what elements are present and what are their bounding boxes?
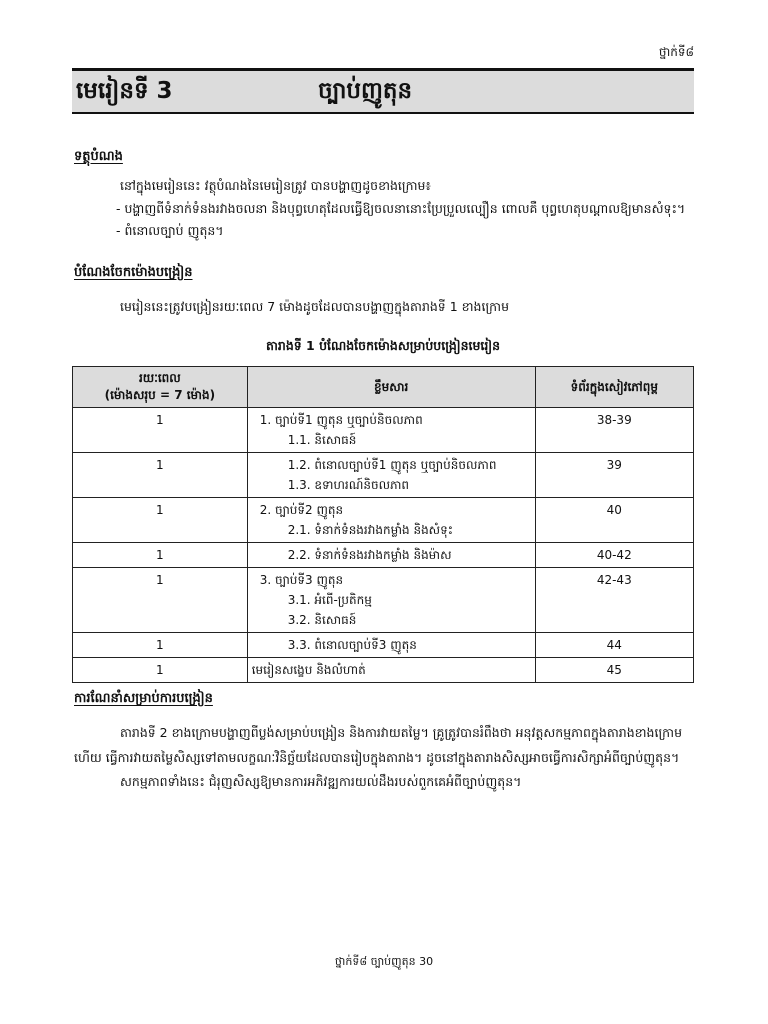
pages-cell: 38-39 <box>535 408 693 453</box>
time-allocation-table <box>72 366 694 683</box>
page-footer: ថ្នាក់ទី៨ ច្បាប់ញូតុន 30 <box>334 955 434 968</box>
hours-cell: 1 <box>73 658 248 683</box>
pages-cell: 42-43 <box>535 568 693 633</box>
content-line: 3.1. អំពើ-ប្រតិកម្ម <box>287 593 372 607</box>
content-cell <box>247 498 535 543</box>
content-cell <box>247 408 535 453</box>
table-body <box>73 408 694 683</box>
grade-label: ថ្នាក់ទី៨ <box>658 45 694 59</box>
content-line: 1. ច្បាប់ទី1 ញូតុន ឬច្បាប់និចលភាព <box>259 413 423 427</box>
pages-column-header: ទំព័រក្នុងសៀវភៅពុម្ព <box>535 367 693 408</box>
content-line: 2.2. ទំនាក់ទំនងរវាងកម្លាំង និងម៉ាស <box>287 548 452 562</box>
guidance-heading: ការណែនាំសម្រាប់ការបង្រៀន <box>74 691 213 706</box>
content-cell <box>247 658 535 683</box>
pages-cell: 39 <box>535 453 693 498</box>
hours-cell: 1 <box>73 498 248 543</box>
lesson-title: ច្បាប់ញូតុន <box>318 78 413 104</box>
content-cell <box>247 453 535 498</box>
pages-cell: 40-42 <box>535 543 693 568</box>
hours-cell: 1 <box>73 453 248 498</box>
table-caption: តារាងទី 1 បំណែងចែកម៉ោងសម្រាប់បង្រៀនមេរៀន <box>265 338 500 353</box>
pages-cell: 44 <box>535 633 693 658</box>
pages-cell: 40 <box>535 498 693 543</box>
lesson-number: មេរៀនទី 3 <box>76 78 173 104</box>
hours-cell: 1 <box>73 568 248 633</box>
content-line: 1.3. ឧទាហរណ៍និចលភាព <box>287 478 410 492</box>
guidance-line: តារាងទី 2 ខាងក្រោមបង្ហាញពីប្លង់សម្រាប់បង្រៀន និងការវាយតម្លៃ។ គ្រូត្រូវបានរំពឹងថា អនុវត្តសកម្មភាពក្នុងតារាងខាងក្រោម <box>120 725 682 740</box>
content-cell <box>247 633 535 658</box>
guidance-line: ហើយ ធ្វើការវាយតម្លៃសិស្សទៅតាមលក្ខណៈវិនិច្ឆ័យដែលបានរៀបក្នុងតារាង។ ដូចនៅក្នុងតារាងសិស្សអាចធ្វើការសិក្សាអំពីច្បាប់ញូតុន។ <box>74 750 680 765</box>
objective-item: - បង្ហាញពីទំនាក់ទំនងរវាងចលនា និងបុព្វហេតុដែលធ្វើឱ្យចលនានោះប្រែប្រួលល្បឿន ពោលគឺ បុព្វហេតុបណ្តាលឱ្យមានសំទុះ។ <box>116 201 686 216</box>
table-row <box>73 453 694 498</box>
content-line: មេរៀនសង្ខេប និងលំហាត់ <box>251 663 366 677</box>
content-line: 2.1. ទំនាក់ទំនងរវាងកម្លាំង និងសំទុះ <box>287 523 453 537</box>
table-row <box>73 568 694 633</box>
content-cell <box>247 568 535 633</box>
table-row <box>73 658 694 683</box>
content-line: 1.2. ពំនោលច្បាប់ទី1 ញូតុន ឬច្បាប់និចលភាព <box>287 458 497 472</box>
time-allocation-heading: បំណែងចែកម៉ោងបង្រៀន <box>74 265 193 280</box>
objectives-heading: ទត្ថុបំណង <box>74 149 123 164</box>
lesson-title-bar <box>72 68 694 114</box>
hours-column-header: រយៈពេល (ម៉ោងសរុប = 7 ម៉ោង) <box>73 367 248 408</box>
content-line: 1.1. និសោធន៍ <box>287 433 357 447</box>
time-allocation-intro: មេរៀននេះត្រូវបង្រៀនរយៈពេល 7 ម៉ោងដូចដែលបានបង្ហាញក្នុងតារាងទី 1 ខាងក្រោម <box>120 299 510 314</box>
content-line: 2. ច្បាប់ទី2 ញូតុន <box>259 503 344 517</box>
pages-cell: 45 <box>535 658 693 683</box>
objectives-intro: នៅក្នុងមេរៀននេះ វត្ថុបំណងនៃមេរៀនត្រូវ បានបង្ហាញដូចខាងក្រោម៖ <box>120 178 431 193</box>
content-line: 3.2. និសោធន៍ <box>287 613 357 627</box>
table-row <box>73 408 694 453</box>
content-line: 3. ច្បាប់ទី3 ញូតុន <box>259 573 344 587</box>
hours-cell: 1 <box>73 543 248 568</box>
content-column-header: ខ្លឹមសារ <box>247 367 535 408</box>
hours-cell: 1 <box>73 633 248 658</box>
content-cell <box>247 543 535 568</box>
table-row <box>73 543 694 568</box>
table-row <box>73 498 694 543</box>
table-row <box>73 633 694 658</box>
hours-cell: 1 <box>73 408 248 453</box>
content-line: 3.3. ពំនោលច្បាប់ទី3 ញូតុន <box>287 638 417 652</box>
objective-item: - ពំនោលច្បាប់ ញូតុន។ <box>116 223 224 238</box>
table-header-row <box>73 367 694 408</box>
guidance-line: សកម្មភាពទាំងនេះ ជំរុញសិស្សឱ្យមានការអភិវឌ្ឍការយល់ដឹងរបស់ពួកគេអំពីច្បាប់ញូតុន។ <box>120 774 522 789</box>
